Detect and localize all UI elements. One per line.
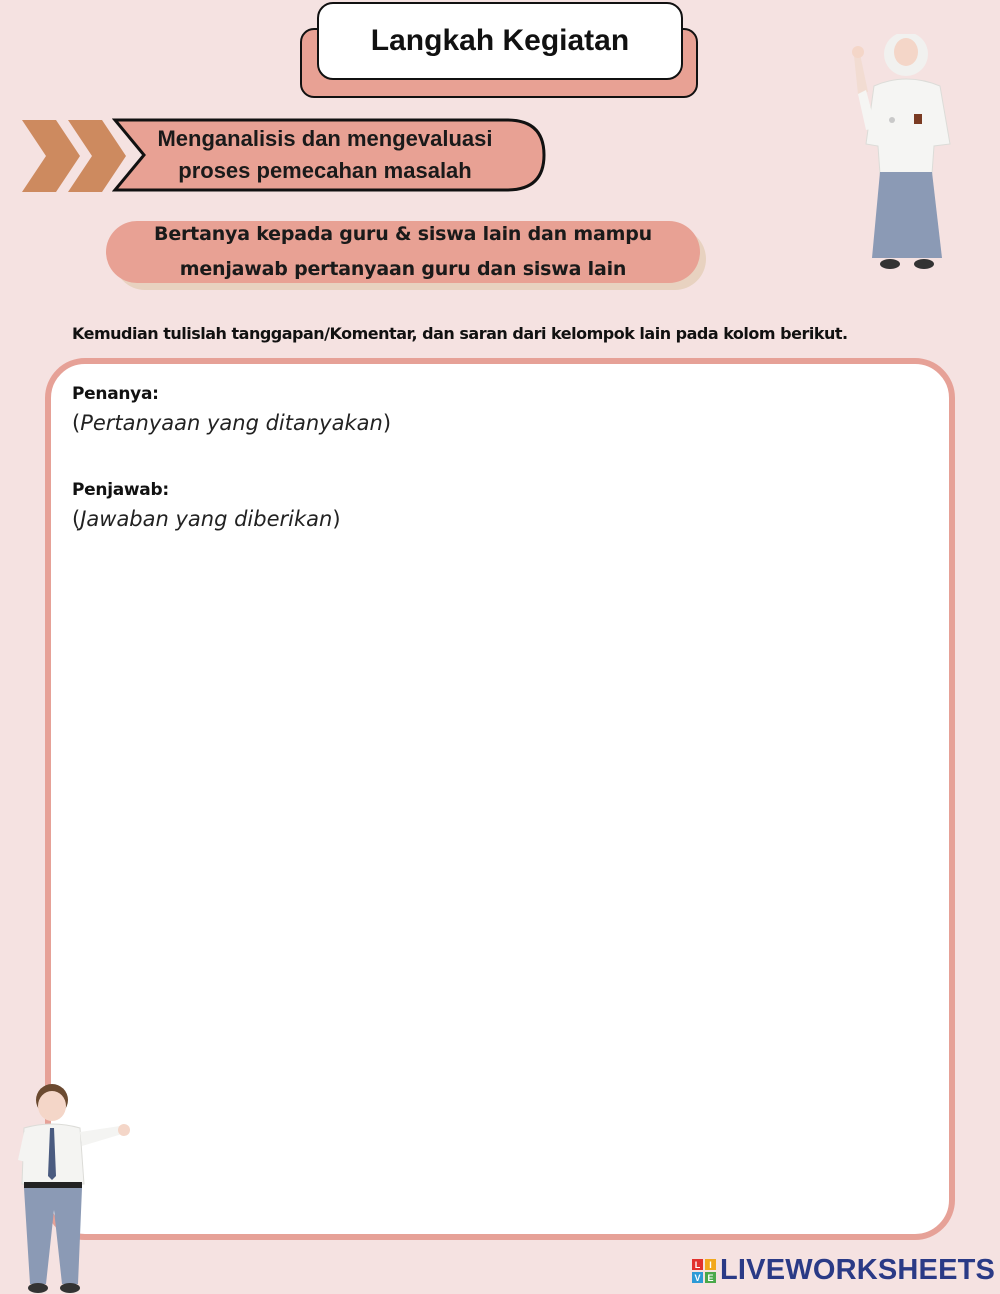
activity-line2: menjawab pertanyaan guru dan siswa lain [179, 258, 627, 280]
answerer-hint-text: Jawaban yang diberikan [80, 507, 333, 531]
answer-area[interactable] [45, 358, 955, 1240]
logo-mark-letter-l: L [694, 1259, 701, 1270]
liveworksheets-logo-text: LIVEWORKSHEETS [720, 1254, 996, 1286]
logo-mark-letter-i: I [709, 1259, 712, 1270]
logo-mark-letter-e: E [707, 1272, 714, 1283]
liveworksheets-logo-mark [692, 1259, 716, 1283]
asker-label: Penanya: [72, 384, 159, 404]
male-student-illustration [10, 1080, 130, 1294]
liveworksheets-logo [692, 1254, 995, 1287]
step-label-line2: proses pemecahan masalah [178, 158, 472, 183]
asker-hint-text: Pertanyaan yang ditanyakan [80, 411, 383, 435]
instruction-text: Kemudian tulislah tanggapan/Komentar, dan saran dari kelompok lain pada kolom berikut. [72, 324, 848, 343]
asker-hint: (Pertanyaan yang ditanyakan) [72, 411, 392, 435]
step-label-line1: Menganalisis dan mengevaluasi [157, 126, 493, 151]
female-student-illustration [846, 34, 962, 274]
answerer-hint: (Jawaban yang diberikan) [72, 507, 341, 531]
activity-pill [106, 221, 700, 283]
activity-line1: Bertanya kepada guru & siswa lain dan mampu [154, 223, 652, 245]
step-label [140, 118, 510, 192]
logo-mark-letter-v: V [694, 1272, 701, 1283]
answerer-label: Penjawab: [72, 480, 169, 500]
page-title-text: Langkah Kegiatan [370, 24, 630, 57]
page-title [317, 2, 683, 80]
